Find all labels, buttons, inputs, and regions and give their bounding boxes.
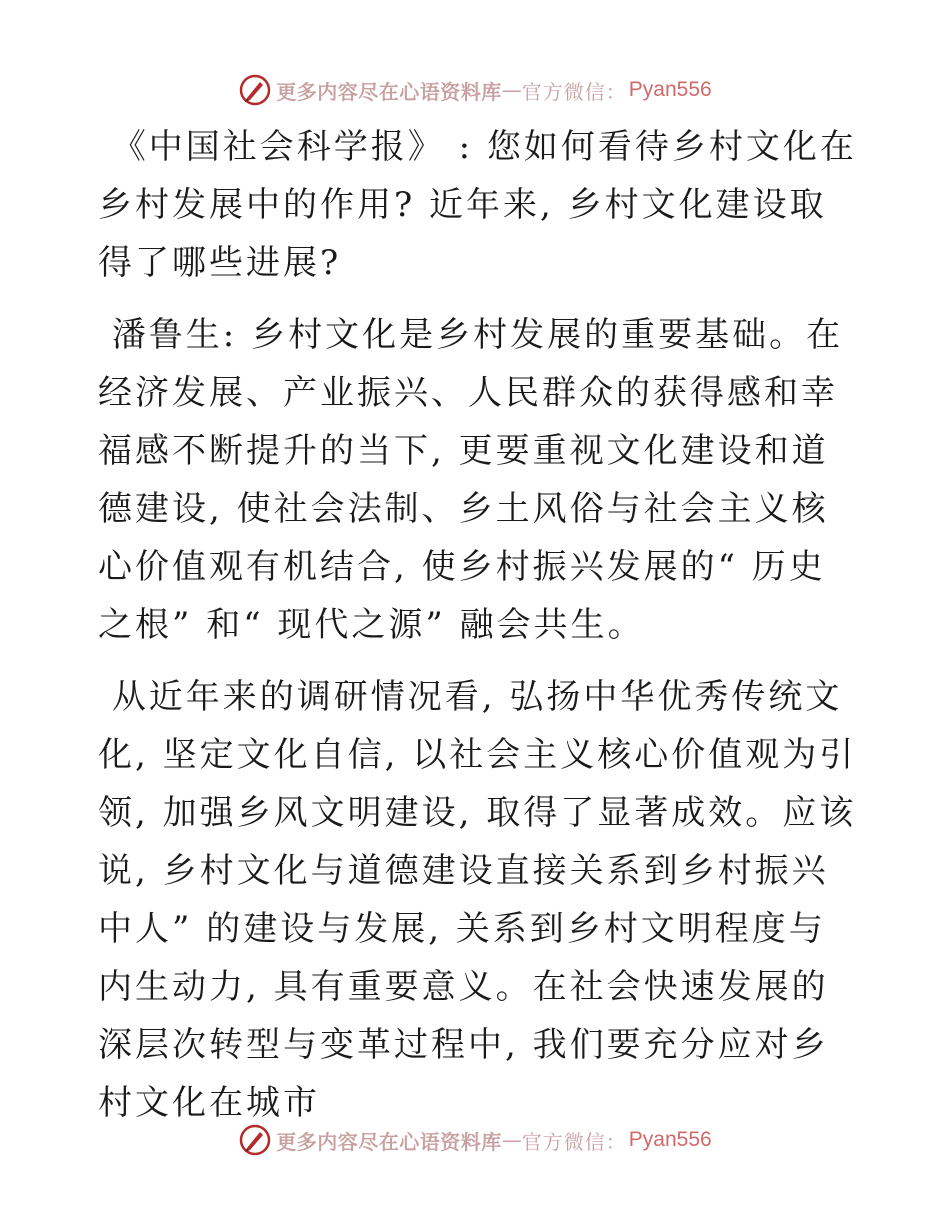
- footer-watermark-banner: [0, 1120, 950, 1160]
- pen-logo-icon: [238, 1123, 272, 1157]
- header-watermark-banner: [0, 70, 950, 110]
- watermark-dash: —: [501, 78, 522, 102]
- pen-logo-icon: [238, 73, 272, 107]
- watermark-dash: —: [501, 1128, 522, 1152]
- watermark-wechat-id: Pyan556: [628, 78, 712, 101]
- paragraph-question: 《中国社会科学报》 : 您如何看待乡村文化在乡村发展中的作用? 近年来, 乡村文化建设取得了哪些进展?: [98, 127, 857, 283]
- watermark-wechat-label: 官方微信：: [521, 1129, 627, 1154]
- paragraph-answer-1: 潘鲁生: 乡村文化是乡村发展的重要基础。在经济发展、产业振兴、人民群众的获得感和幸福感不断提升的当下, 更要重视文化建设和道德建设, 使社会法制、乡土风俗与社会主义核心价值观有机结合, 使乡村振兴发展的“ 历史之根” 和“ 现代之源” 融会共生。: [98, 315, 844, 645]
- document-body: [98, 118, 858, 1132]
- watermark-main-text: 更多内容尽在心语资料库: [276, 79, 502, 104]
- watermark-wechat-label: 官方微信：: [521, 79, 627, 104]
- watermark-main-text: 更多内容尽在心语资料库: [276, 1129, 502, 1154]
- watermark-wechat-id: Pyan556: [628, 1128, 712, 1151]
- paragraph-answer-2: 从近年来的调研情况看, 弘扬中华优秀传统文化, 坚定文化自信, 以社会主义核心价值观为引领, 加强乡风文明建设, 取得了显著成效。应该说, 乡村文化与道德建设直接关系到乡村振兴中人” 的建设与发展, 关系到乡村文明程度与内生动力, 具有重要意义。在社会快速发展的深层次转型与变革过程中, 我们要充分应对乡村文化在城市: [98, 677, 857, 1123]
